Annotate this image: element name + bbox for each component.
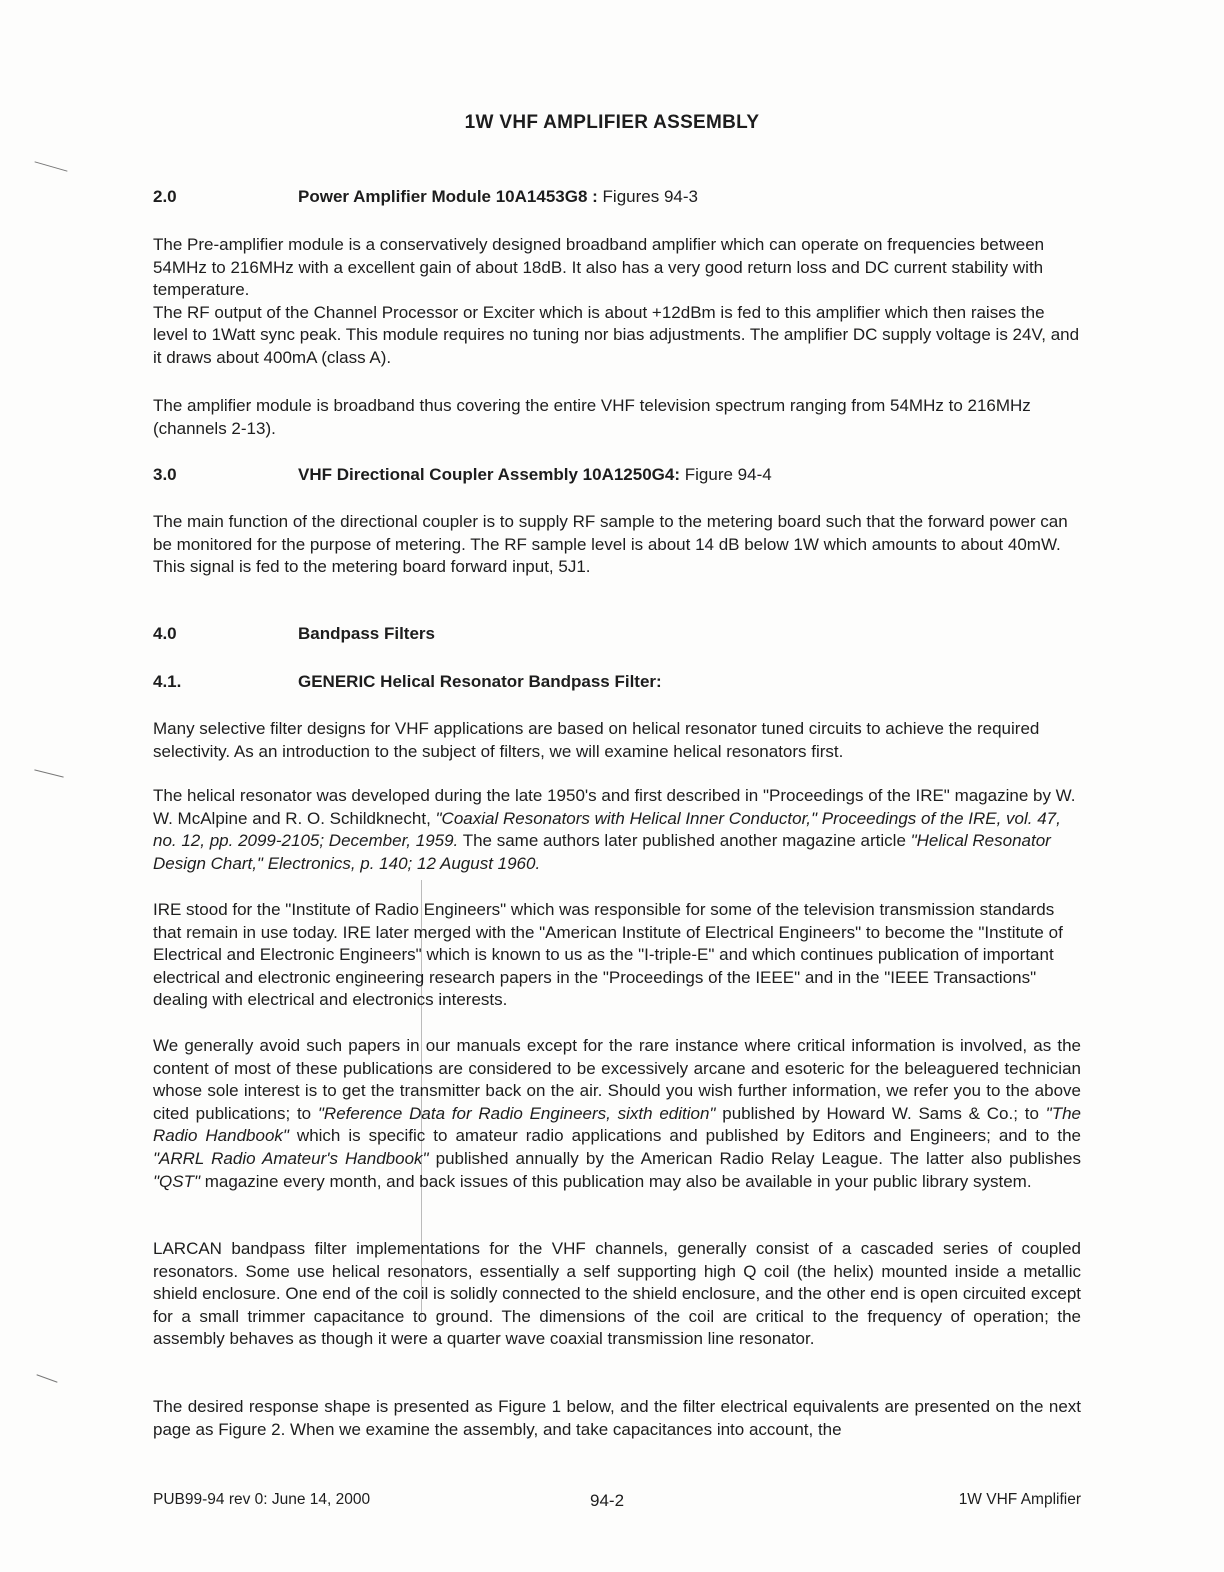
section-heading-text: VHF Directional Coupler Assembly 10A1250G4: — [298, 465, 681, 484]
section-heading — [298, 465, 772, 485]
text-run: published by Howard W. Sams & Co.; to — [715, 1103, 1046, 1123]
section-number: 4.0 — [153, 624, 177, 643]
section-heading — [298, 672, 662, 692]
paragraph-response — [153, 1396, 1081, 1441]
paragraph-text: LARCAN bandpass filter implementations for the VHF channels, generally consist of a cascaded series of coupled resonators. Some use helical resonators, essentially a self supporting high Q coil (the helix) mounted inside a metallic shield enclosure. One end of the coil is solidly connected to the shield enclosure, and the other end is open circuited except for a small trimmer capacitance to ground. The dimensions of the coil are critical to the frequency of operation; the assembly behaves as though it were a quarter wave coaxial transmission line resonator. — [153, 1239, 1081, 1349]
footer-page-number: 94-2 — [590, 1491, 625, 1510]
scan-mark — [36, 1374, 57, 1382]
citation: "QST" — [153, 1171, 201, 1191]
text-run: We generally avoid such papers in our manuals except for the rare instance where critical information is involved, as the content of most of these publications are considered to be excessively arcane and esoteric for the beleaguered technician whose sole interest is to get the transmitter back on the air. Should you wish further information, we refer you to the above cited publications; to — [153, 1036, 1081, 1123]
paragraph-helical-intro — [153, 718, 1081, 763]
section-heading-text: Power Amplifier Module 10A1453G8 : — [298, 187, 598, 206]
section-number: 3.0 — [153, 465, 177, 484]
citation: "The Radio Handbook" — [153, 1103, 1081, 1146]
paragraph-text — [153, 1035, 1081, 1193]
paragraph-text: The main function of the directional coupler is to supply RF sample to the metering board such that the forward power can be monitored for the purpose of metering. The RF sample level is about 14 dB below 1W which amounts to about 40mW. This signal is fed to the metering board forward input, 5J1. — [153, 512, 1068, 577]
scan-mark — [34, 769, 63, 777]
paragraph-larcan — [153, 1238, 1081, 1351]
paragraph-text: The RF output of the Channel Processor or Exciter which is about +12dBm is fed to this amplifier which then raises the level to 1Watt sync peak. This module requires no tuning nor bias adjustments. The amplifier DC supply voltage is 24V, and it draws about 400mA (class A). — [153, 302, 1080, 367]
paragraph-coupler — [153, 511, 1081, 579]
paragraph-references — [153, 1035, 1081, 1193]
text-run: published annually by the American Radio Relay League. The latter also publishes — [428, 1148, 1081, 1168]
citation: "Helical Resonator Design Chart," Electronics, p. 140; 12 August 1960. — [153, 831, 1051, 873]
text-run: The helical resonator was developed during the late 1950's and first described in "Proceedings of the IRE" magazine by W. W. McAlpine and R. O. Schildknecht, — [153, 786, 1076, 828]
section-heading-suffix: Figures 94-3 — [602, 187, 698, 206]
paragraph-text: Many selective filter designs for VHF applications are based on helical resonator tuned circuits to achieve the required selectivity. As an introduction to the subject of filters, we will examine helical resonators first. — [153, 719, 1040, 761]
section-heading — [298, 624, 435, 644]
paragraph-text: The desired response shape is presented as Figure 1 below, and the filter electrical equivalents are presented on the next page as Figure 2. When we examine the assembly, and take capacitances into account, the — [153, 1397, 1081, 1439]
footer-publication: PUB99-94 rev 0: June 14, 2000 — [153, 1491, 371, 1508]
scan-mark — [35, 161, 68, 171]
citation: "Reference Data for Radio Engineers, sixth edition" — [317, 1103, 716, 1123]
section-number: 4.1. — [153, 672, 182, 691]
paragraph-text: The Pre-amplifier module is a conservatively designed broadband amplifier which can operate on frequencies between 54MHz to 216MHz with a excellent gain of about 18dB. It also has a very good return loss and DC current stability with temperature. — [153, 235, 1045, 300]
section-number: 2.0 — [153, 187, 177, 206]
section-heading-suffix: Figure 94-4 — [684, 465, 772, 484]
footer-document-name: 1W VHF Amplifier — [958, 1491, 1081, 1508]
paragraph-text — [153, 785, 1081, 875]
document-title: 1W VHF AMPLIFIER ASSEMBLY — [464, 112, 760, 133]
paragraph-history — [153, 785, 1081, 875]
citation: "Coaxial Resonators with Helical Inner Conductor," Proceedings of the IRE, vol. 47, no. 12, pp. 2099-2105; December, 1959. — [153, 808, 1061, 851]
section-heading-text: Bandpass Filters — [298, 624, 435, 643]
section-heading — [298, 187, 698, 207]
paragraph-preamp — [153, 234, 1081, 370]
paragraph-ire — [153, 899, 1081, 1012]
paragraph-broadband — [153, 395, 1081, 440]
text-run: which is specific to amateur radio applications and published by Editors and Engineers; and to the — [288, 1126, 1081, 1146]
paragraph-text: IRE stood for the "Institute of Radio Engineers" which was responsible for some of the television transmission standards that remain in use today. IRE later merged with the "American Institute of Electrical Engineers" to become the "Institute of Electrical and Electronic Engineers" which is known to us as the "I-triple-E" and which continues publication of important electrical and electronic engineering research papers in the "Proceedings of the IEEE" and in the "IEEE Transactions" dealing with electrical and electronics interests. — [153, 900, 1063, 1010]
section-heading-text: GENERIC Helical Resonator Bandpass Filter: — [298, 672, 662, 691]
paragraph-text: The amplifier module is broadband thus covering the entire VHF television spectrum ranging from 54MHz to 216MHz (channels 2-13). — [153, 396, 1031, 438]
text-run: magazine every month, and back issues of this publication may also be available in your public library system. — [200, 1171, 1032, 1191]
citation: "ARRL Radio Amateur's Handbook" — [153, 1148, 429, 1168]
text-run: The same authors later published another magazine article — [458, 831, 911, 851]
